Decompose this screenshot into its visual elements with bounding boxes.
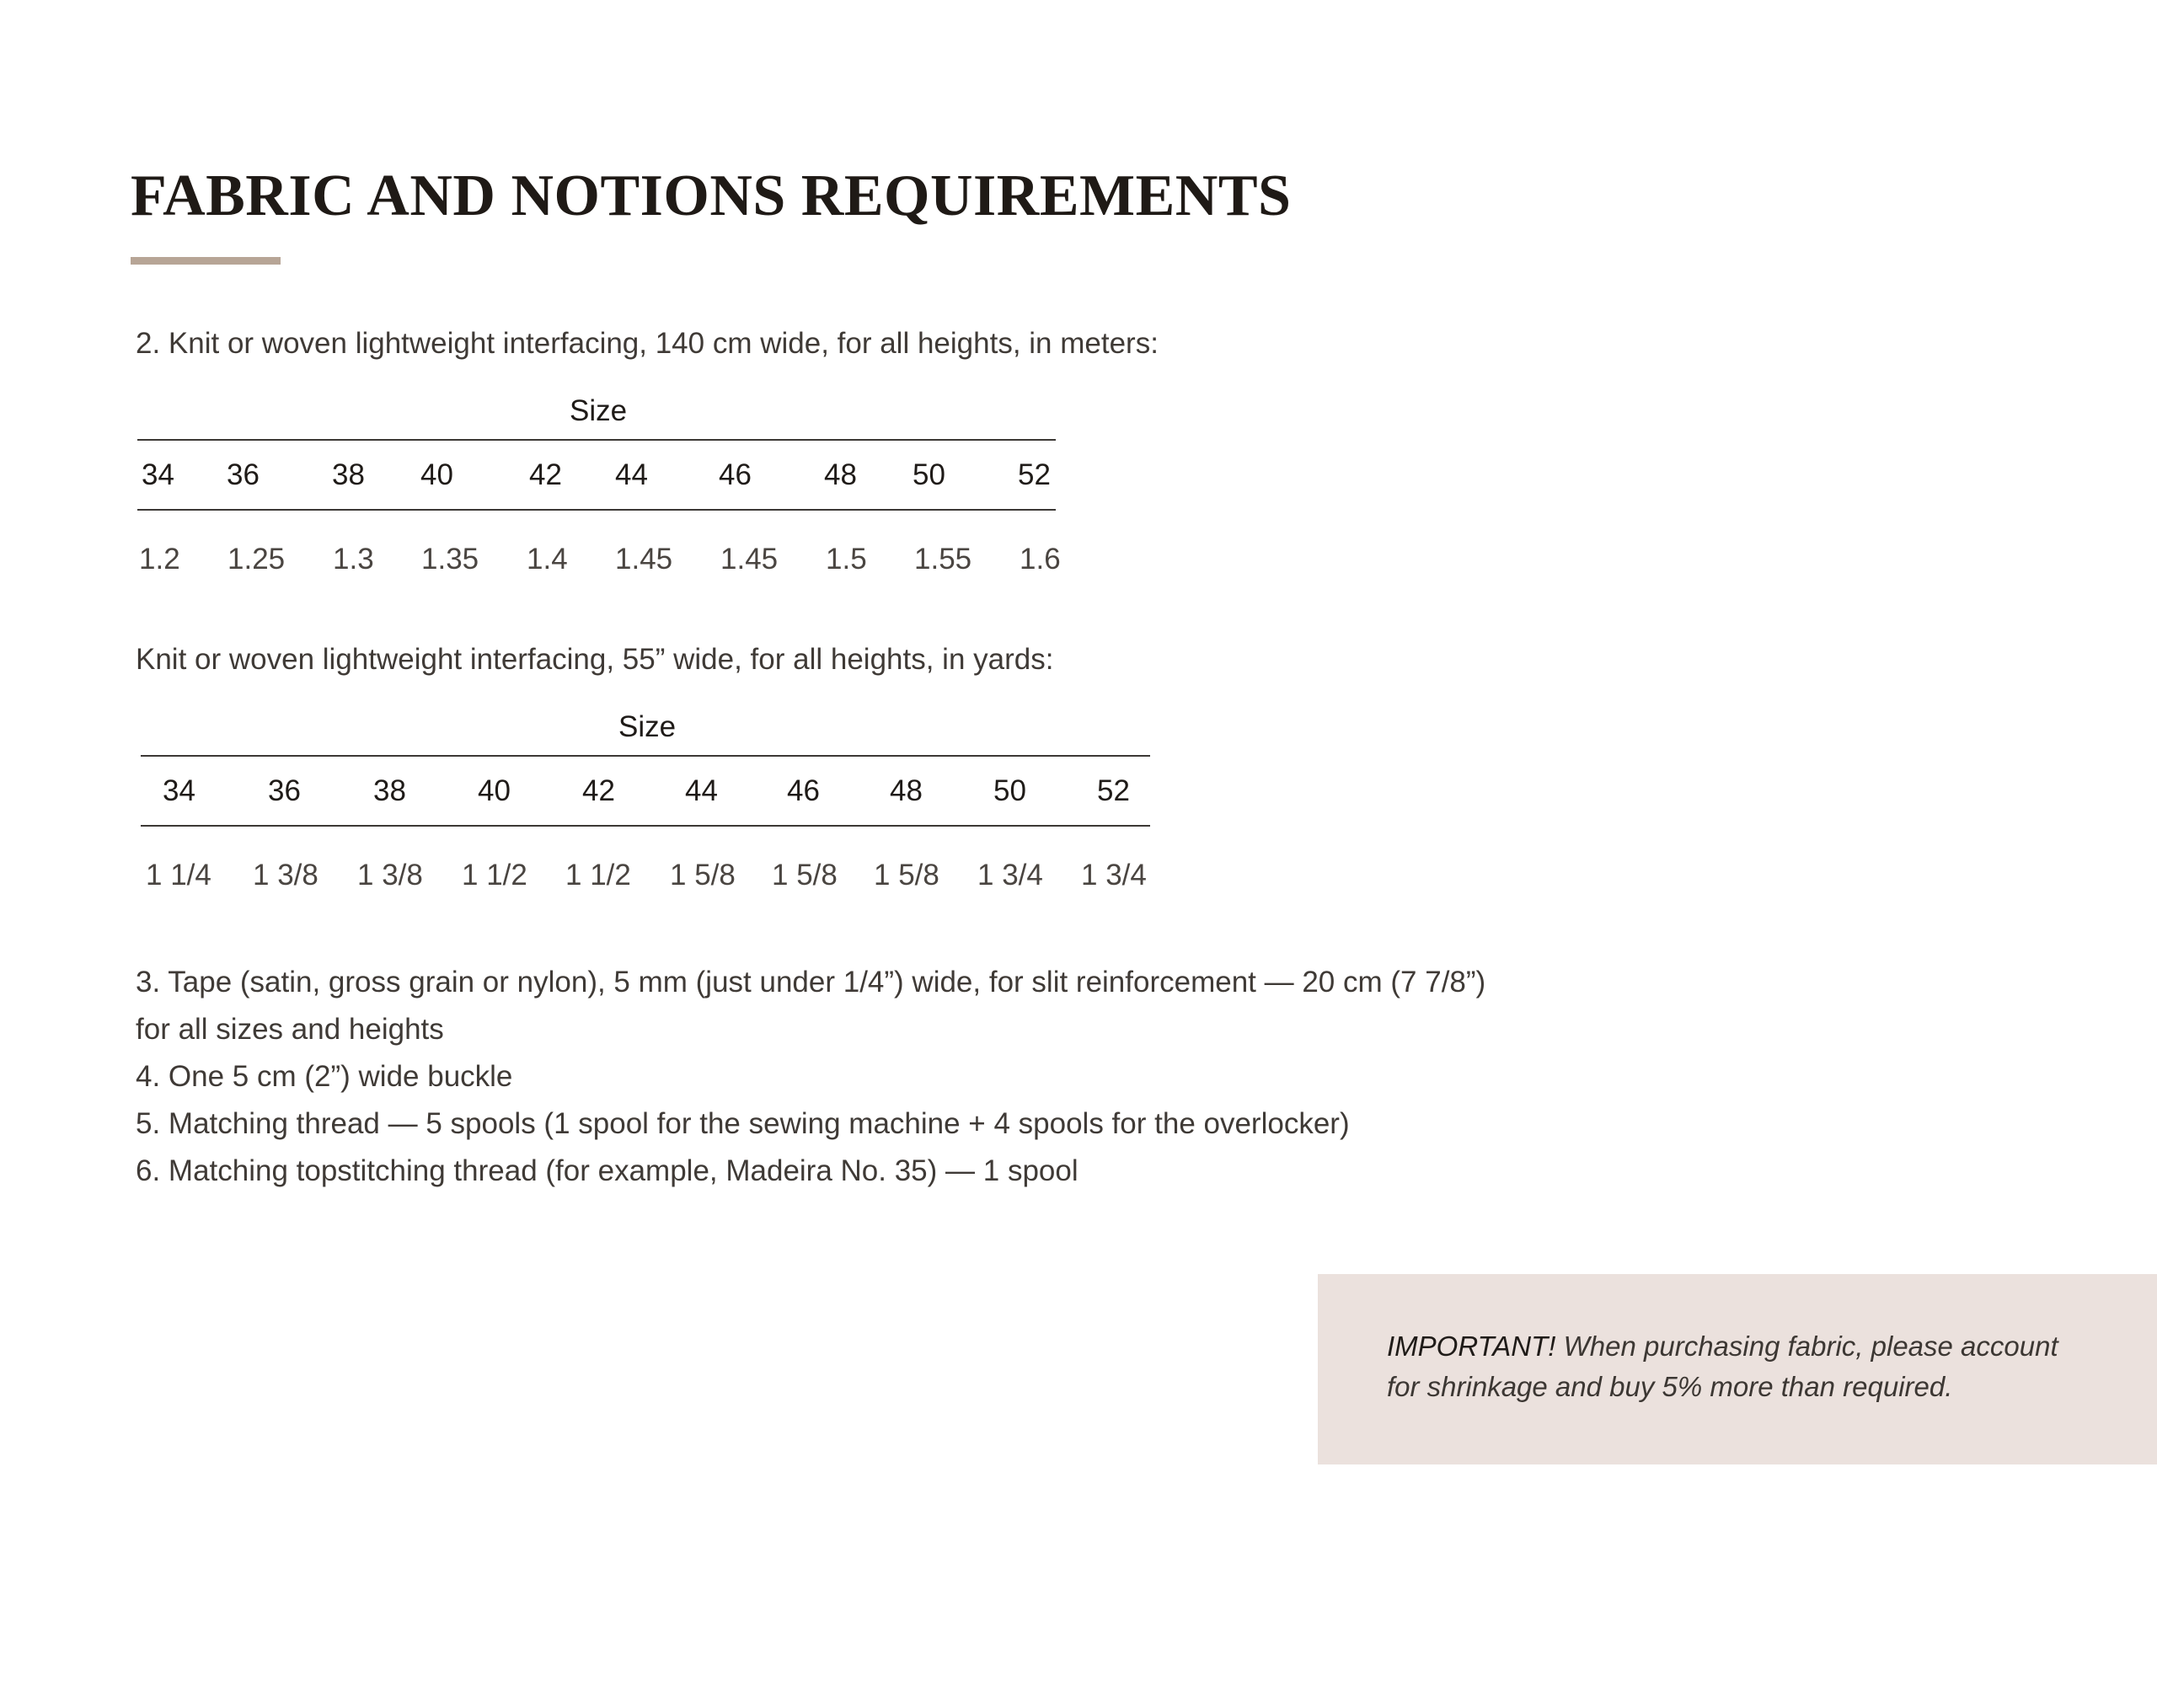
metric-value-cell: 1.45 <box>615 543 673 576</box>
title-underline <box>131 257 281 265</box>
imperial-value-cell: 1 5/8 <box>874 859 939 891</box>
metric-value-cell: 1.35 <box>421 543 479 576</box>
metric-value-cell: 1.45 <box>720 543 779 576</box>
metric-size-cell: 44 <box>615 458 648 491</box>
metric-size-cell: 48 <box>824 458 857 491</box>
imperial-size-label: Size <box>618 710 677 743</box>
imperial-value-cell: 1 3/4 <box>1081 859 1147 891</box>
callout-text <box>1387 1326 2061 1407</box>
imperial-size-cell: 48 <box>890 774 923 807</box>
imperial-value-cell: 1 3/4 <box>977 859 1043 891</box>
callout-body: When purchasing fabric, please account for shrinkage and buy 5% more than required. <box>1387 1331 2058 1402</box>
notion-item-4: 4. One 5 cm (2”) wide buckle <box>136 1060 513 1093</box>
metric-size-table <box>137 394 1061 581</box>
metric-size-cell: 50 <box>913 458 945 491</box>
notion-item-5: 5. Matching thread — 5 spools (1 spool for the sewing machine + 4 spools for the overlocker) <box>136 1107 1350 1140</box>
metric-table-top-rule <box>137 439 1056 441</box>
imperial-size-cell: 34 <box>163 774 195 807</box>
imperial-size-cell: 36 <box>268 774 301 807</box>
imperial-value-cell: 1 1/2 <box>462 859 527 891</box>
notion-item-6: 6. Matching topstitching thread (for example, Madeira No. 35) — 1 spool <box>136 1154 1078 1187</box>
imperial-size-cell: 38 <box>373 774 406 807</box>
imperial-value-cell: 1 5/8 <box>670 859 736 891</box>
metric-size-cell: 46 <box>719 458 752 491</box>
callout-label: IMPORTANT! <box>1387 1331 1556 1362</box>
important-callout <box>1318 1274 2157 1464</box>
page-title: FABRIC AND NOTIONS REQUIREMENTS <box>131 163 1292 228</box>
notion-item-3-continued: for all sizes and heights <box>136 1013 444 1046</box>
imperial-value-cell: 1 1/4 <box>146 859 211 891</box>
imperial-value-cell: 1 1/2 <box>565 859 631 891</box>
metric-size-cell: 36 <box>227 458 260 491</box>
imperial-size-cell: 52 <box>1097 774 1130 807</box>
imperial-size-cell: 44 <box>685 774 718 807</box>
metric-size-cell: 40 <box>420 458 453 491</box>
imperial-table-heading: Knit or woven lightweight interfacing, 55” wide, for all heights, in yards: <box>136 643 1054 676</box>
imperial-table-top-rule <box>141 755 1150 757</box>
metric-value-cell: 1.3 <box>333 543 374 576</box>
notion-item-3: 3. Tape (satin, gross grain or nylon), 5 mm (just under 1/4”) wide, for slit reinforcement — 20 cm (7 7/8”) <box>136 966 1486 999</box>
metric-table-heading: 2. Knit or woven lightweight interfacing, 140 cm wide, for all heights, in meters: <box>136 327 1159 360</box>
metric-value-cell: 1.2 <box>139 543 180 576</box>
imperial-size-cell: 46 <box>787 774 820 807</box>
metric-size-cell: 52 <box>1018 458 1051 491</box>
imperial-value-cell: 1 3/8 <box>357 859 423 891</box>
metric-size-cell: 42 <box>529 458 562 491</box>
metric-size-cell: 34 <box>142 458 174 491</box>
metric-table-mid-rule <box>137 509 1056 511</box>
metric-size-cell: 38 <box>332 458 365 491</box>
metric-value-cell: 1.4 <box>527 543 568 576</box>
metric-value-cell: 1.25 <box>227 543 286 576</box>
imperial-value-cell: 1 5/8 <box>772 859 838 891</box>
metric-value-cell: 1.5 <box>826 543 867 576</box>
imperial-value-cell: 1 3/8 <box>253 859 318 891</box>
metric-value-cell: 1.6 <box>1020 543 1061 576</box>
metric-value-cell: 1.55 <box>914 543 972 576</box>
imperial-table-mid-rule <box>141 825 1150 827</box>
imperial-size-cell: 42 <box>582 774 615 807</box>
imperial-size-cell: 50 <box>993 774 1026 807</box>
metric-size-label: Size <box>570 394 628 427</box>
imperial-size-table <box>141 712 1150 897</box>
imperial-size-cell: 40 <box>478 774 511 807</box>
